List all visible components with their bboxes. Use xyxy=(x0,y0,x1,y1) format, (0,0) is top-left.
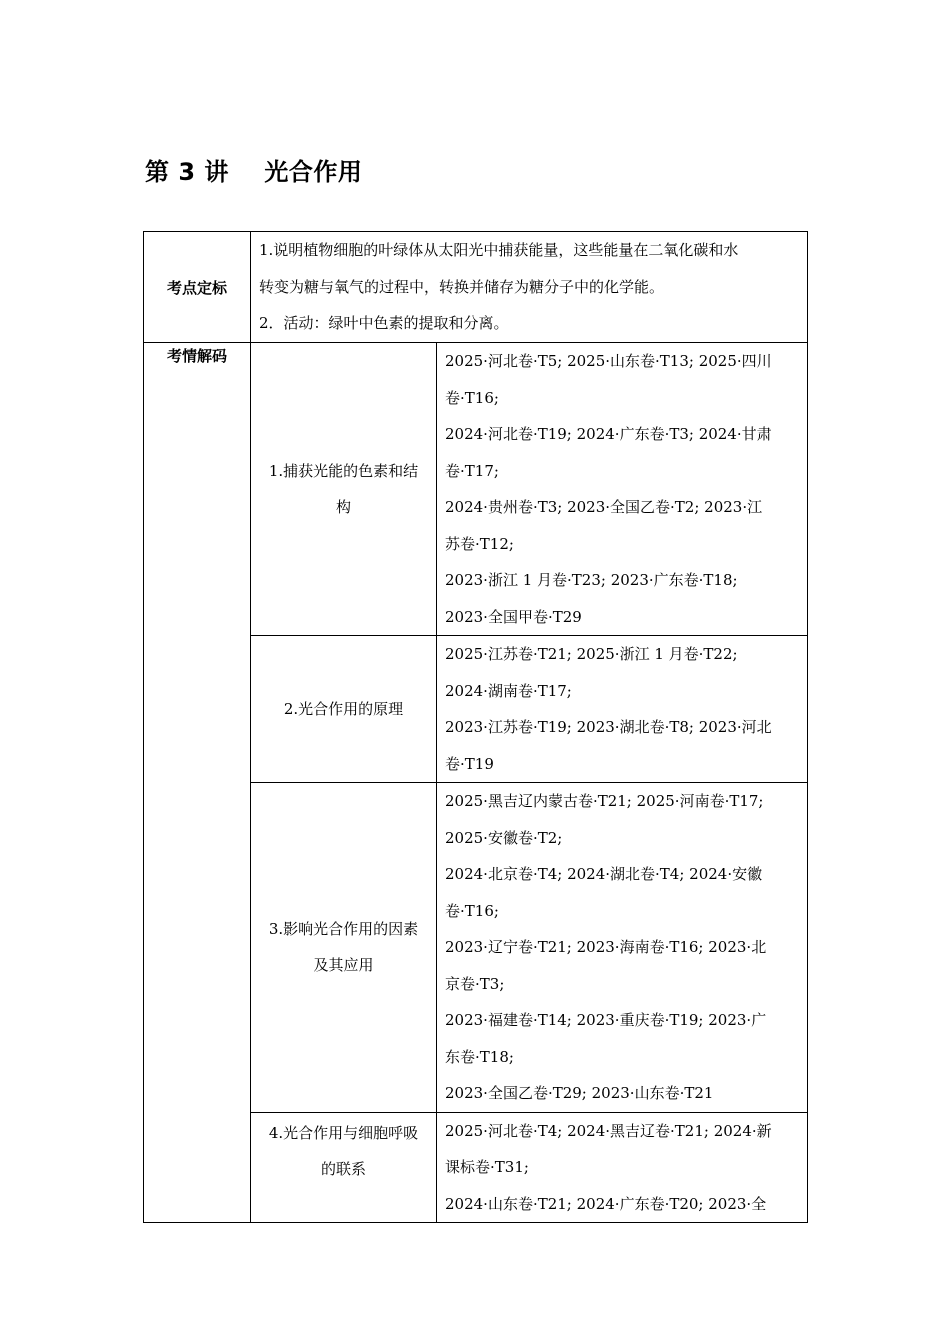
topic-title xyxy=(251,1112,437,1223)
topic-title xyxy=(251,636,437,783)
topic-title-line: 的联系 xyxy=(320,1160,366,1178)
exam-line: 2025·河北卷·T4; 2024·黑吉辽卷·T21; 2024·新 xyxy=(445,1121,772,1140)
exam-line: 2024·湖南卷·T17; xyxy=(445,681,572,700)
exam-line: 卷·T16; xyxy=(445,388,499,407)
exam-line: 2024·北京卷·T4; 2024·湖北卷·T4; 2024·安徽 xyxy=(445,865,763,883)
topic-title-line: 1.捕获光能的色素和结 xyxy=(268,461,419,480)
exam-line: 2023·辽宁卷·T21; 2023·海南卷·T16; 2023·北 xyxy=(445,938,767,956)
exam-line: 卷·T19 xyxy=(445,754,494,773)
definition-content xyxy=(251,232,808,343)
topic-title xyxy=(251,783,437,1113)
page-title: 第 3 讲 光合作用 xyxy=(145,158,363,186)
exam-list xyxy=(437,343,808,636)
exam-line: 2023·浙江 1 月卷·T23; 2023·广东卷·T18; xyxy=(445,571,738,589)
analysis-label: 考情解码 xyxy=(144,343,251,1223)
exam-line: 2023·全国乙卷·T29; 2023·山东卷·T21 xyxy=(445,1084,714,1102)
definition-label: 考点定标 xyxy=(144,232,251,343)
exam-line: 卷·T16; xyxy=(445,901,499,920)
exam-line: 苏卷·T12; xyxy=(445,534,514,553)
exam-list xyxy=(437,636,808,783)
topic-title-line: 及其应用 xyxy=(313,956,374,975)
exam-line: 2024·河北卷·T19; 2024·广东卷·T3; 2024·甘肃 xyxy=(445,425,772,443)
exam-outline-table xyxy=(143,231,808,1223)
exam-line: 2024·山东卷·T21; 2024·广东卷·T20; 2023·全 xyxy=(445,1194,767,1213)
exam-line: 课标卷·T31; xyxy=(445,1158,529,1176)
exam-line: 东卷·T18; xyxy=(445,1047,514,1066)
topic-title xyxy=(251,343,437,636)
definition-line: 1.说明植物细胞的叶绿体从太阳光中捕获能量，这些能量在二氧化碳和水 xyxy=(259,241,739,260)
definition-line: 2．活动：绿叶中色素的提取和分离。 xyxy=(259,314,509,333)
topic-title-line: 构 xyxy=(335,498,351,516)
definition-row xyxy=(144,232,808,343)
topic-title-line: 4.光合作用与细胞呼吸 xyxy=(268,1123,419,1142)
exam-line: 2023·江苏卷·T19; 2023·湖北卷·T8; 2023·河北 xyxy=(445,718,772,736)
exam-line: 卷·T17; xyxy=(445,461,499,480)
exam-line: 2025·黑吉辽内蒙古卷·T21; 2025·河南卷·T17; xyxy=(445,792,764,810)
definition-line: 转变为糖与氧气的过程中，转换并储存为糖分子中的化学能。 xyxy=(259,277,665,296)
exam-line: 2025·安徽卷·T2; xyxy=(445,828,563,847)
topic-title-line: 3.影响光合作用的因素 xyxy=(268,919,419,938)
exam-line: 2025·江苏卷·T21; 2025·浙江 1 月卷·T22; xyxy=(445,645,738,663)
topic-title-line: 2.光合作用的原理 xyxy=(283,699,404,718)
exam-list xyxy=(437,783,808,1113)
exam-line: 2023·福建卷·T14; 2023·重庆卷·T19; 2023·广 xyxy=(445,1011,767,1029)
exam-line: 京卷·T3; xyxy=(445,974,505,993)
exam-list xyxy=(437,1112,808,1223)
exam-line: 2023·全国甲卷·T29 xyxy=(445,607,582,626)
exam-line: 2024·贵州卷·T3; 2023·全国乙卷·T2; 2023·江 xyxy=(445,498,763,516)
exam-line: 2025·河北卷·T5; 2025·山东卷·T13; 2025·四川 xyxy=(445,352,772,370)
topic-row xyxy=(144,343,808,636)
